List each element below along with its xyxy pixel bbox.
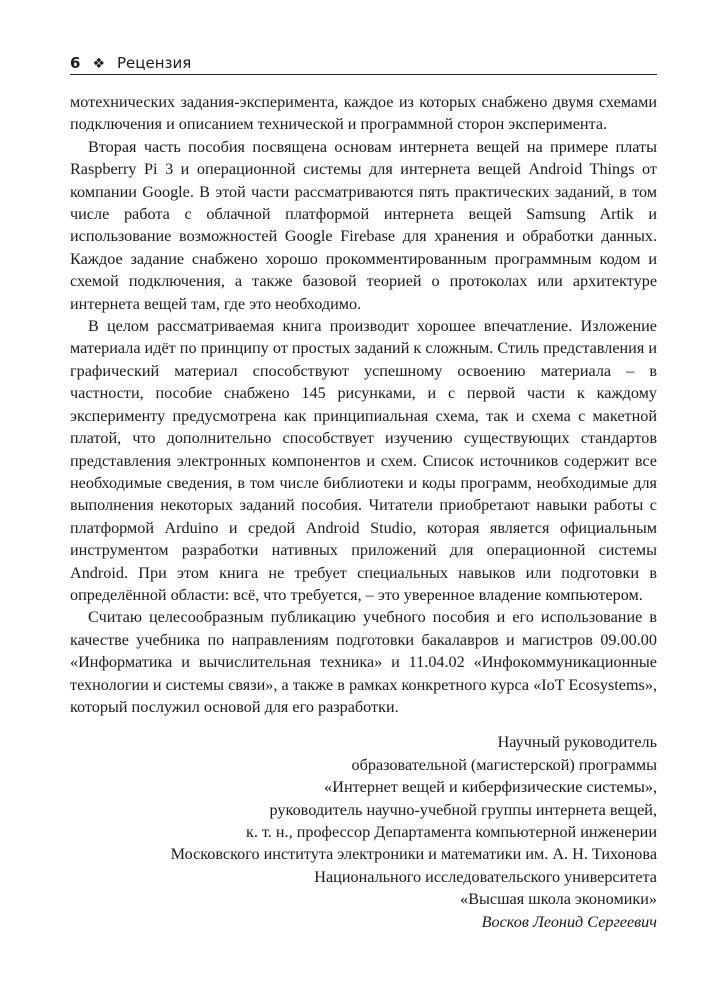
paragraph: Считаю целесообразным публикацию учебного пособия и его использование в качестве учебника по направлениям подготовки бакалавров и магистров 09.00.00 «Информатика и вычислительная техника» и 11.04.02 «Инфокоммуникационные технологии и системы связи», а также в рамках конкретного курса «IoT Ecosystems», который послужил основой для его разработки. <box>70 608 657 716</box>
author-name: Восков Леонид Сергеевич <box>481 912 657 931</box>
signature-line: к. т. н., профессор Департамента компьютерной инженерии <box>245 823 657 841</box>
section-title: Рецензия <box>117 54 192 72</box>
paragraph: В целом рассматриваемая книга производит хорошее впечатление. Изложение материала идёт по принципу от простых заданий к сложным. Стиль представления и графический материал способствуют успешному освоению материала – в частности, пособие снабжено 145 рисунками, и с первой части к каждому эксперименту предусмотрена как принципиальная схема, так и схема с макетной платой, что дополнительно способствует изучению существующих стандартов представления электронных компонентов и схем. Список источников содержит все необходимые сведения, в том числе библиотеки и коды программ, необходимые для выполнения некоторых заданий пособия. Читатели приобретают навыки работы с платформой Arduino и средой Android Studio, которая является официальным инструментом разработки нативных приложений для операционной системы Android. При этом книга не требует специальных навыков или подготовки в определённой области: всё, что требуется, – это уверенное владение компьютером. <box>70 317 657 604</box>
signature-line: Национального исследовательского университета <box>314 867 657 886</box>
paragraph-continuation: мотехнических задания-эксперимента, каждое из которых снабжено двумя схемами подключения и описанием технической и программной сторон эксперимента. <box>70 93 657 134</box>
signature-line: Научный руководитель <box>497 733 657 752</box>
book-page <box>70 54 657 933</box>
review-body <box>70 91 657 718</box>
signature-block <box>70 731 657 933</box>
paragraph: Вторая часть пособия посвящена основам интернета вещей на примере платы Raspberry Pi 3 и операционной системы для интернета вещей Android Things от компании Google. В этой части рассматриваются пять практических заданий, в том числе работа с облачной платформой интернета вещей Samsung Artik и использование возможностей Google Firebase для хранения и обработки данных. Каждое задание снабжено хорошо прокомментированным программным кодом и схемой подключения, а также базовой теорией о протоколах или архитектуре интернета вещей там, где это необходимо. <box>70 137 657 313</box>
running-header <box>70 54 657 75</box>
signature-line: Московского института электроники и математики им. А. Н. Тихонова <box>170 845 657 864</box>
signature-line: образовательной (магистерской) программы <box>351 755 657 774</box>
page-number: 6 <box>70 54 81 72</box>
signature-line: руководитель научно-учебной группы интернета вещей, <box>269 800 657 819</box>
signature-line: «Интернет вещей и киберфизические системы», <box>324 778 657 797</box>
ornament-icon: ❖ <box>92 56 105 72</box>
signature-line: «Высшая школа экономики» <box>460 890 657 909</box>
